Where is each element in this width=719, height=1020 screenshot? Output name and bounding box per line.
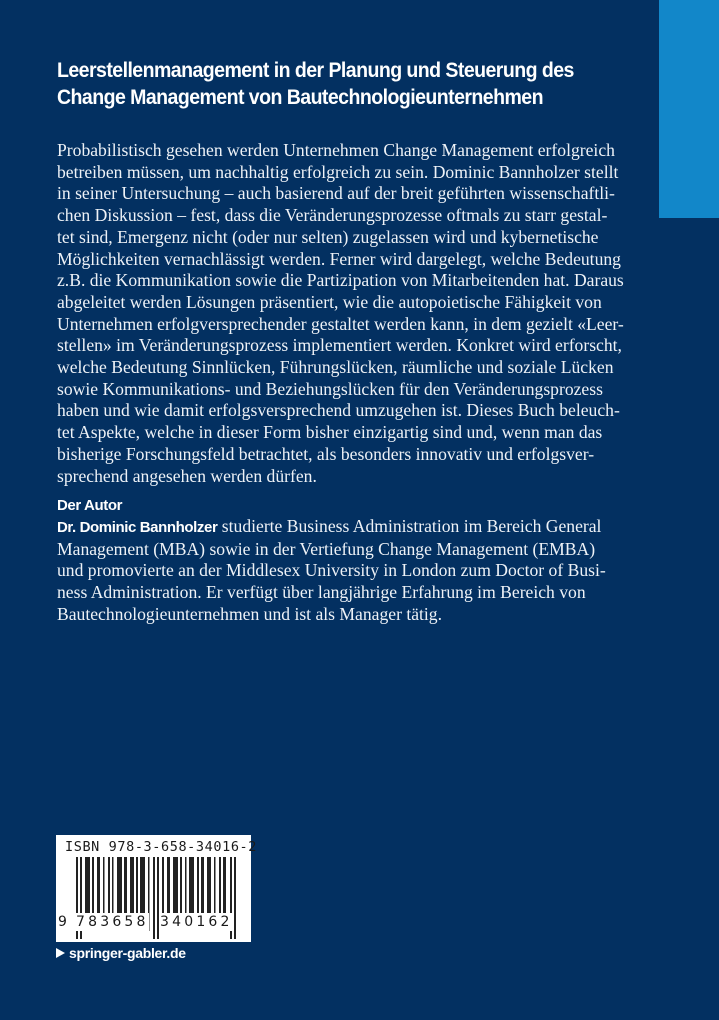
author-bio-first-line: studierte Business Administration im Bereich General <box>217 516 602 536</box>
description-line: stellen» im Veränderungsprozess implementiert werden. Konkret wird erforscht, <box>57 335 622 356</box>
description-line: bisherige Forschungsfeld betrachtet, als besonders innovativ und erfolgsver- <box>57 443 595 464</box>
book-title <box>57 57 615 111</box>
description-line: betreiben müssen, um nachhaltig erfolgreich zu sein. Dominic Bannholzer stellt <box>57 161 619 182</box>
description-line: Möglichkeiten vernachlässigt werden. Ferner wird dargelegt, welche Bedeutung <box>57 248 621 269</box>
barcode-digits-left: 783658 <box>76 914 149 930</box>
description-line: sowie Kommunikations- und Beziehungslücken für den Veränderungsprozess <box>57 378 603 399</box>
website-link[interactable] <box>56 945 186 961</box>
description-line: welche Bedeutung Sinnlücken, Führungslücken, räumliche und soziale Lücken <box>57 357 614 378</box>
description-line: tet sind, Emergenz nicht (oder nur selten) zugelassen wird und kybernetische <box>57 226 599 247</box>
description-line: Unternehmen erfolgversprechender gestaltet werden kann, in dem gezielt «Leer- <box>57 313 624 334</box>
author-bio-line: ness Administration. Er verfügt über langjährige Erfahrung im Bereich von <box>57 582 586 603</box>
isbn-barcode <box>56 835 258 942</box>
author-heading: Der Autor <box>57 497 123 514</box>
description-line: z.B. die Kommunikation sowie die Partizipation von Mitarbeitenden hat. Daraus <box>57 270 624 291</box>
description-line: tet Aspekte, welche in dieser Form bisher einzigartig sind und, wenn man das <box>57 422 603 443</box>
description-line: Probabilistisch gesehen werden Unternehmen Change Management erfolgreich <box>57 140 615 160</box>
author-name: Dr. Dominic Bannholzer <box>57 519 218 536</box>
book-description <box>57 140 667 487</box>
description-line: in seiner Untersuchung – auch basierend auf der breit geführten wissenschaftli- <box>57 183 615 204</box>
author-bio-line: Bautechnologieunternehmen und ist als Manager tätig. <box>57 603 443 624</box>
arrow-right-icon <box>56 948 65 958</box>
description-line: sprechend angesehen werden dürfen. <box>57 465 317 486</box>
website-label: springer-gabler.de <box>69 945 186 961</box>
barcode-digits-right: 340162 <box>160 914 233 930</box>
title-line-1: Leerstellenmanagement in der Planung und Steuerung des <box>57 59 574 82</box>
author-bio-line: Management (MBA) sowie in der Vertiefung Change Management (EMBA) <box>57 538 596 559</box>
author-bio <box>57 516 667 626</box>
author-bio-line: und promovierte an der Middlesex University in London zum Doctor of Busi- <box>57 560 606 581</box>
description-line: chen Diskussion – fest, dass die Veränderungsprozesse oftmals zu starr gestal- <box>57 205 608 226</box>
description-line: abgeleitet werden Lösungen präsentiert, wie die autopoietische Fähigkeit von <box>57 291 602 312</box>
description-line: haben und wie damit erfolgsversprechend umzugehen ist. Dieses Buch beleuch- <box>57 400 620 421</box>
author-bio-line <box>57 516 667 539</box>
title-line-2: Change Management von Bautechnologieunternehmen <box>57 86 543 109</box>
isbn-label: ISBN 978-3-658-34016-2 <box>65 839 258 855</box>
barcode-digit-first: 9 <box>58 914 67 930</box>
accent-strip <box>659 0 719 218</box>
